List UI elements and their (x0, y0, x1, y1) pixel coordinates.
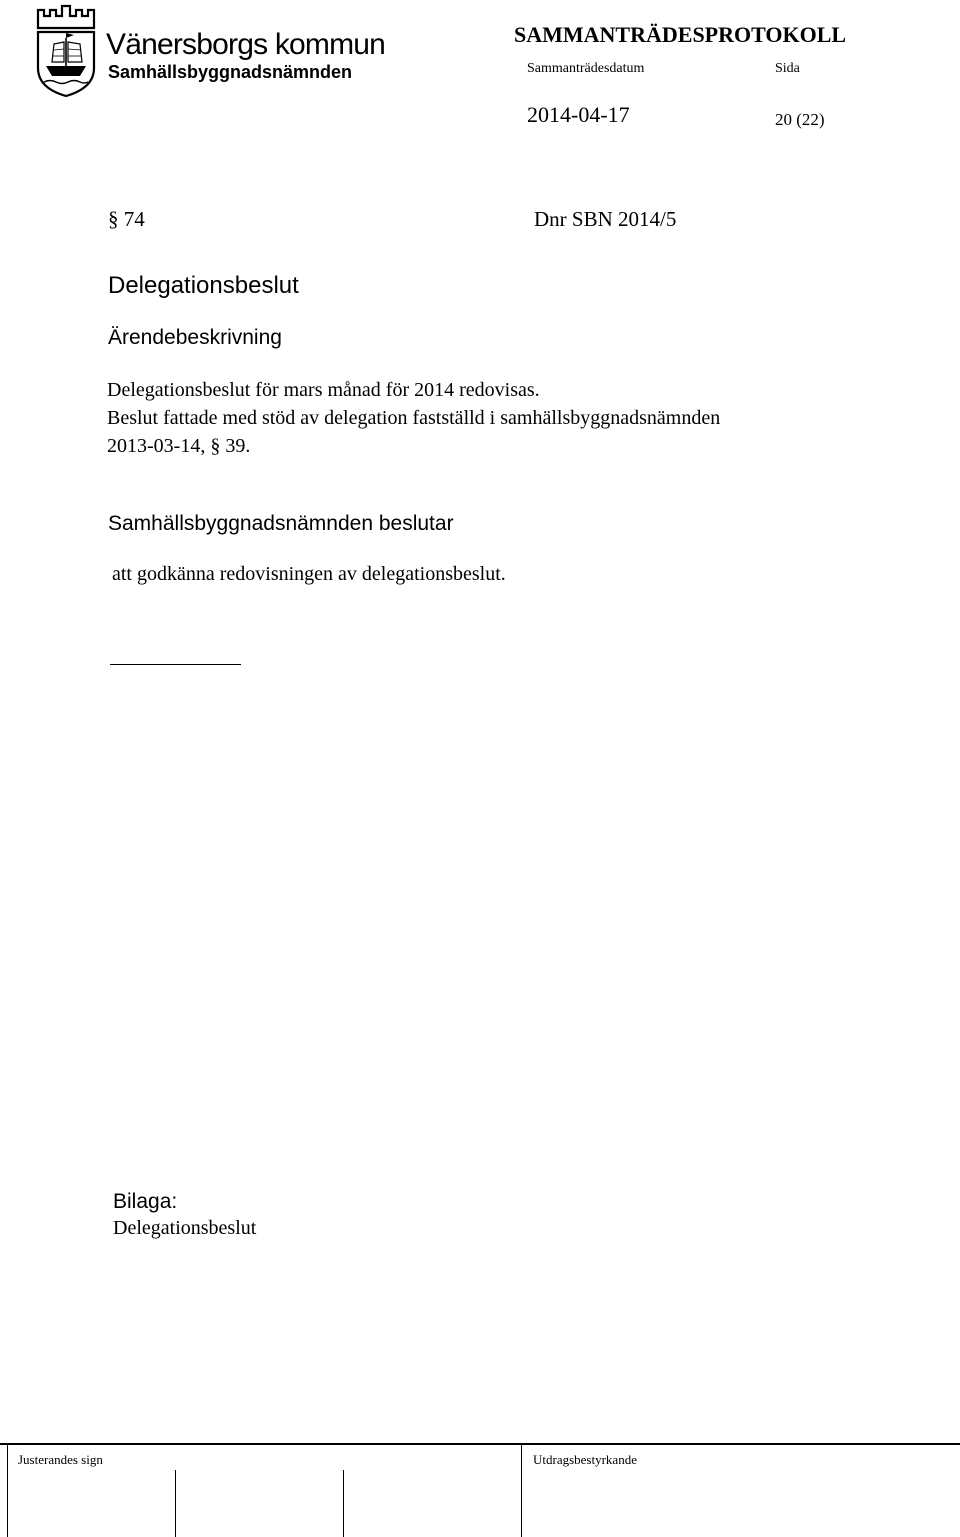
description-heading: Ärendebeskrivning (108, 326, 282, 349)
document-type: SAMMANTRÄDESPROTOKOLL (514, 22, 847, 47)
description-line: Delegationsbeslut för mars månad för 2014 redovisas. (107, 379, 540, 401)
case-number: 74 (123, 207, 145, 231)
decision-text: att godkänna redovisningen av delegationsbeslut. (112, 563, 506, 585)
signature-box-divider (343, 1470, 344, 1537)
end-of-section-rule (110, 664, 241, 665)
section-symbol: § (108, 207, 119, 231)
justification-signature-label: Justerandes sign (18, 1452, 103, 1467)
case-title: Delegationsbeslut (108, 272, 299, 299)
diary-number: Dnr SBN 2014/5 (534, 207, 677, 231)
decision-heading: Samhällsbyggnadsnämnden beslutar (108, 512, 454, 535)
footer-column-divider (521, 1445, 522, 1537)
organization-name: Vänersborgs kommun (106, 28, 386, 61)
department-name: Samhällsbyggnadsnämnden (108, 62, 353, 82)
extract-certification-label: Utdragsbestyrkande (533, 1452, 637, 1467)
attachment-item: Delegationsbeslut (113, 1217, 257, 1239)
page-label: Sida (775, 61, 800, 76)
description-line: Beslut fattade med stöd av delegation fastställd i samhällsbyggnadsnämnden (107, 407, 721, 429)
meeting-date-label: Sammanträdesdatum (527, 61, 645, 76)
attachment-heading: Bilaga: (113, 1190, 178, 1213)
meeting-date-value: 2014-04-17 (527, 102, 630, 127)
footer-divider (0, 1443, 960, 1445)
description-text (107, 376, 720, 460)
municipal-crest-ship-icon (34, 2, 98, 98)
footer-column-divider (7, 1445, 8, 1537)
description-line: 2013-03-14, § 39. (107, 435, 251, 457)
page-number: 20 (22) (775, 110, 825, 129)
signature-box-divider (175, 1470, 176, 1537)
section-number (108, 207, 145, 232)
